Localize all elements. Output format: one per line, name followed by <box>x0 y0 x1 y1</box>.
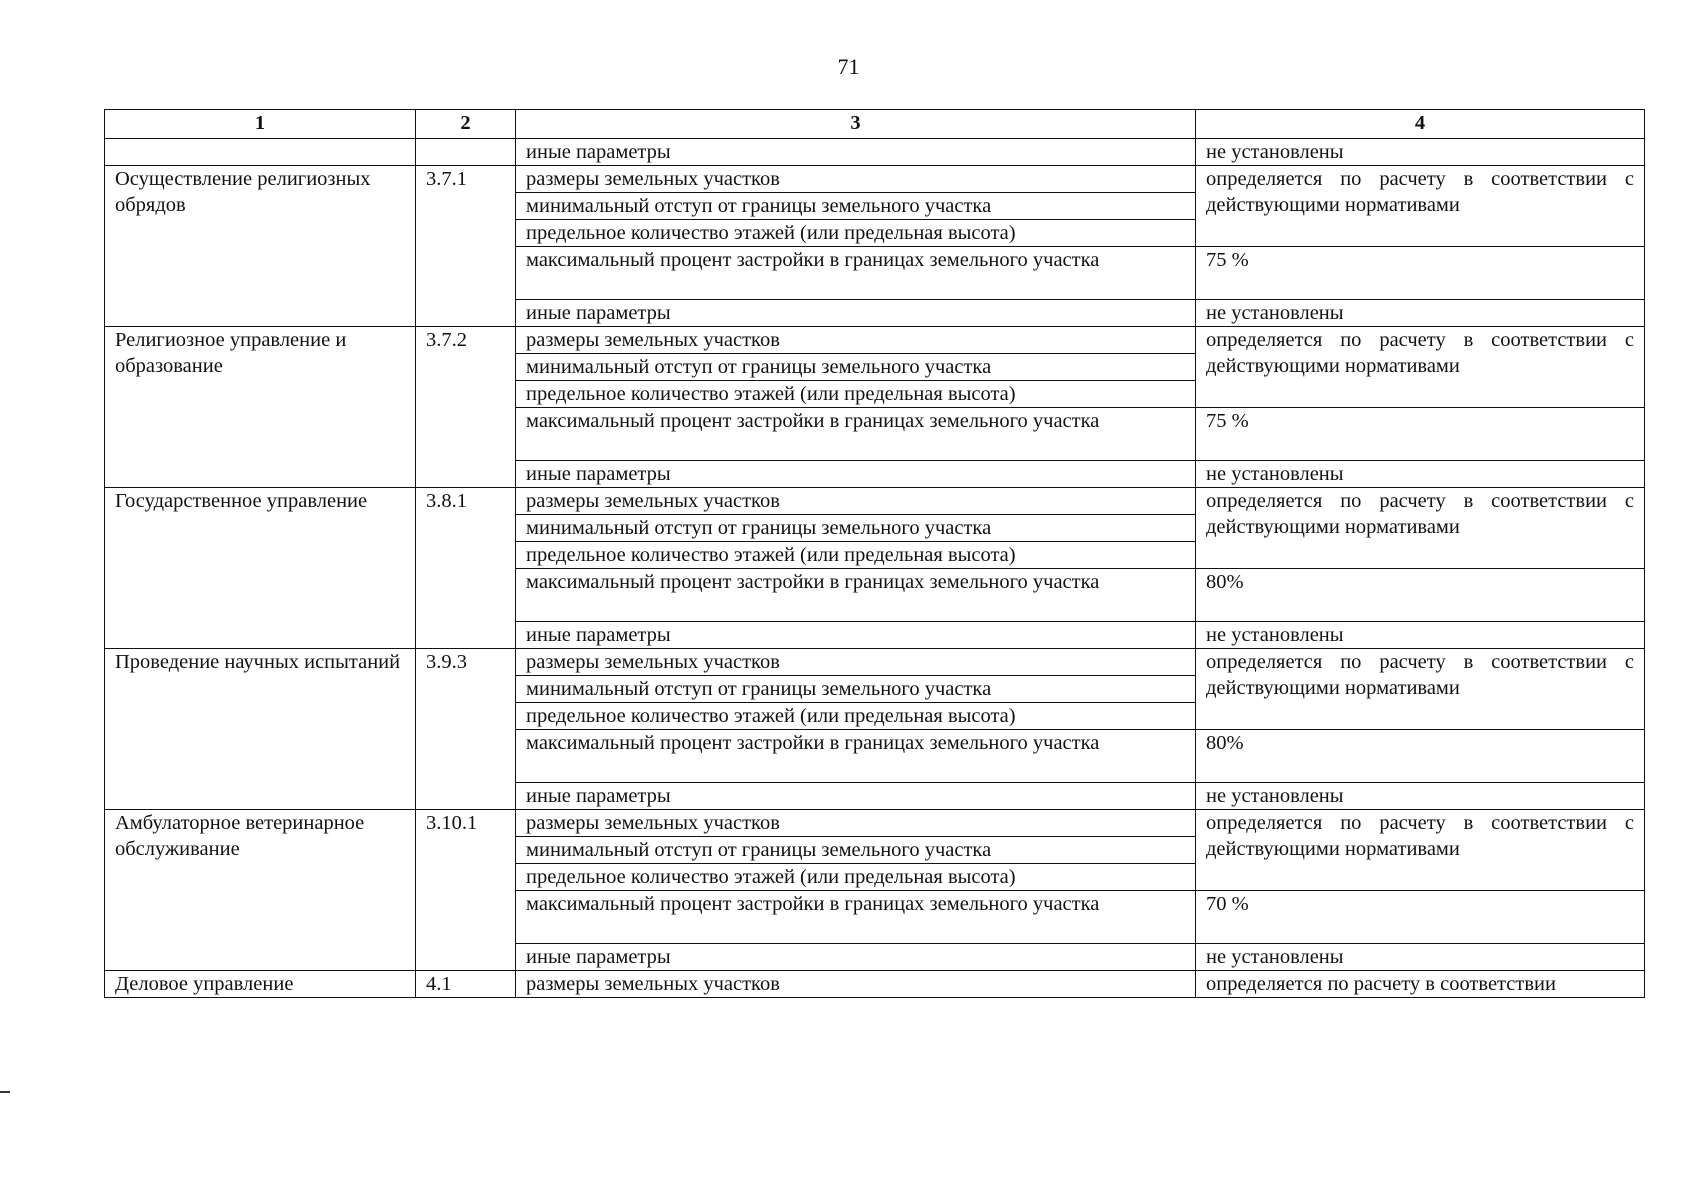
value-cell: определяется по расчету в соответствии с действующими нормативами <box>1196 810 1645 891</box>
land-use-code: 4.1 <box>416 971 516 998</box>
coverage-value-cell: 75 % <box>1196 408 1645 461</box>
land-use-code: 3.7.2 <box>416 327 516 488</box>
param-cell: размеры земельных участков <box>516 649 1196 676</box>
column-header-1: 1 <box>105 110 416 139</box>
land-use-code: 3.8.1 <box>416 488 516 649</box>
column-header-2: 2 <box>416 110 516 139</box>
empty-cell <box>416 139 516 166</box>
param-cell: максимальный процент застройки в границах земельного участка <box>516 730 1196 783</box>
table-row <box>105 810 1645 837</box>
param-cell: иные параметры <box>516 300 1196 327</box>
carryover-row <box>105 139 1645 166</box>
param-cell: размеры земельных участков <box>516 971 1196 998</box>
param-cell: минимальный отступ от границы земельного участка <box>516 515 1196 542</box>
land-use-parameters-table <box>104 109 1645 998</box>
value-cell: определяется по расчету в соответствии с действующими нормативами <box>1196 649 1645 730</box>
param-cell: минимальный отступ от границы земельного участка <box>516 354 1196 381</box>
land-use-name: Амбулаторное ветеринарное обслуживание <box>105 810 416 971</box>
param-cell: минимальный отступ от границы земельного участка <box>516 193 1196 220</box>
param-cell: предельное количество этажей (или предельная высота) <box>516 542 1196 569</box>
land-use-name: Деловое управление <box>105 971 416 998</box>
param-cell: предельное количество этажей (или предельная высота) <box>516 703 1196 730</box>
value-cell: не установлены <box>1196 139 1645 166</box>
param-cell: максимальный процент застройки в границах земельного участка <box>516 247 1196 300</box>
table-row <box>105 166 1645 193</box>
param-cell: предельное количество этажей (или предельная высота) <box>516 220 1196 247</box>
param-cell: иные параметры <box>516 944 1196 971</box>
land-use-name: Проведение научных испытаний <box>105 649 416 810</box>
land-use-code: 3.10.1 <box>416 810 516 971</box>
land-use-code: 3.9.3 <box>416 649 516 810</box>
param-cell: предельное количество этажей (или предельная высота) <box>516 864 1196 891</box>
param-cell: размеры земельных участков <box>516 166 1196 193</box>
value-cell: определяется по расчету в соответствии с действующими нормативами <box>1196 166 1645 247</box>
page-number: 71 <box>837 54 860 79</box>
table-row <box>105 971 1645 998</box>
param-cell: минимальный отступ от границы земельного участка <box>516 837 1196 864</box>
land-use-name: Государственное управление <box>105 488 416 649</box>
column-header-4: 4 <box>1196 110 1645 139</box>
table-row <box>105 327 1645 354</box>
param-cell: минимальный отступ от границы земельного участка <box>516 676 1196 703</box>
land-use-code: 3.7.1 <box>416 166 516 327</box>
param-cell: иные параметры <box>516 622 1196 649</box>
coverage-value-cell: 70 % <box>1196 891 1645 944</box>
coverage-value-cell: 75 % <box>1196 247 1645 300</box>
param-cell: размеры земельных участков <box>516 810 1196 837</box>
empty-cell <box>105 139 416 166</box>
param-cell: иные параметры <box>516 783 1196 810</box>
table-body <box>105 139 1645 998</box>
param-cell: размеры земельных участков <box>516 488 1196 515</box>
param-cell: максимальный процент застройки в границах земельного участка <box>516 569 1196 622</box>
param-cell: максимальный процент застройки в границах земельного участка <box>516 891 1196 944</box>
coverage-value-cell: 80% <box>1196 569 1645 622</box>
header-row <box>105 110 1645 139</box>
param-cell: максимальный процент застройки в границах земельного участка <box>516 408 1196 461</box>
column-header-3: 3 <box>516 110 1196 139</box>
coverage-value-cell: 80% <box>1196 730 1645 783</box>
param-cell: предельное количество этажей (или предельная высота) <box>516 381 1196 408</box>
value-cell: определяется по расчету в соответствии <box>1196 971 1645 998</box>
value-cell: не установлены <box>1196 300 1645 327</box>
param-cell: иные параметры <box>516 139 1196 166</box>
land-use-name: Осуществление религиозных обрядов <box>105 166 416 327</box>
param-cell: размеры земельных участков <box>516 327 1196 354</box>
table-row <box>105 488 1645 515</box>
page-edge-mark <box>0 1091 10 1093</box>
param-cell: иные параметры <box>516 461 1196 488</box>
value-cell: не установлены <box>1196 944 1645 971</box>
value-cell: не установлены <box>1196 461 1645 488</box>
value-cell: не установлены <box>1196 622 1645 649</box>
table-row <box>105 649 1645 676</box>
value-cell: определяется по расчету в соответствии с действующими нормативами <box>1196 488 1645 569</box>
value-cell: не установлены <box>1196 783 1645 810</box>
land-use-name: Религиозное управление и образование <box>105 327 416 488</box>
value-cell: определяется по расчету в соответствии с действующими нормативами <box>1196 327 1645 408</box>
